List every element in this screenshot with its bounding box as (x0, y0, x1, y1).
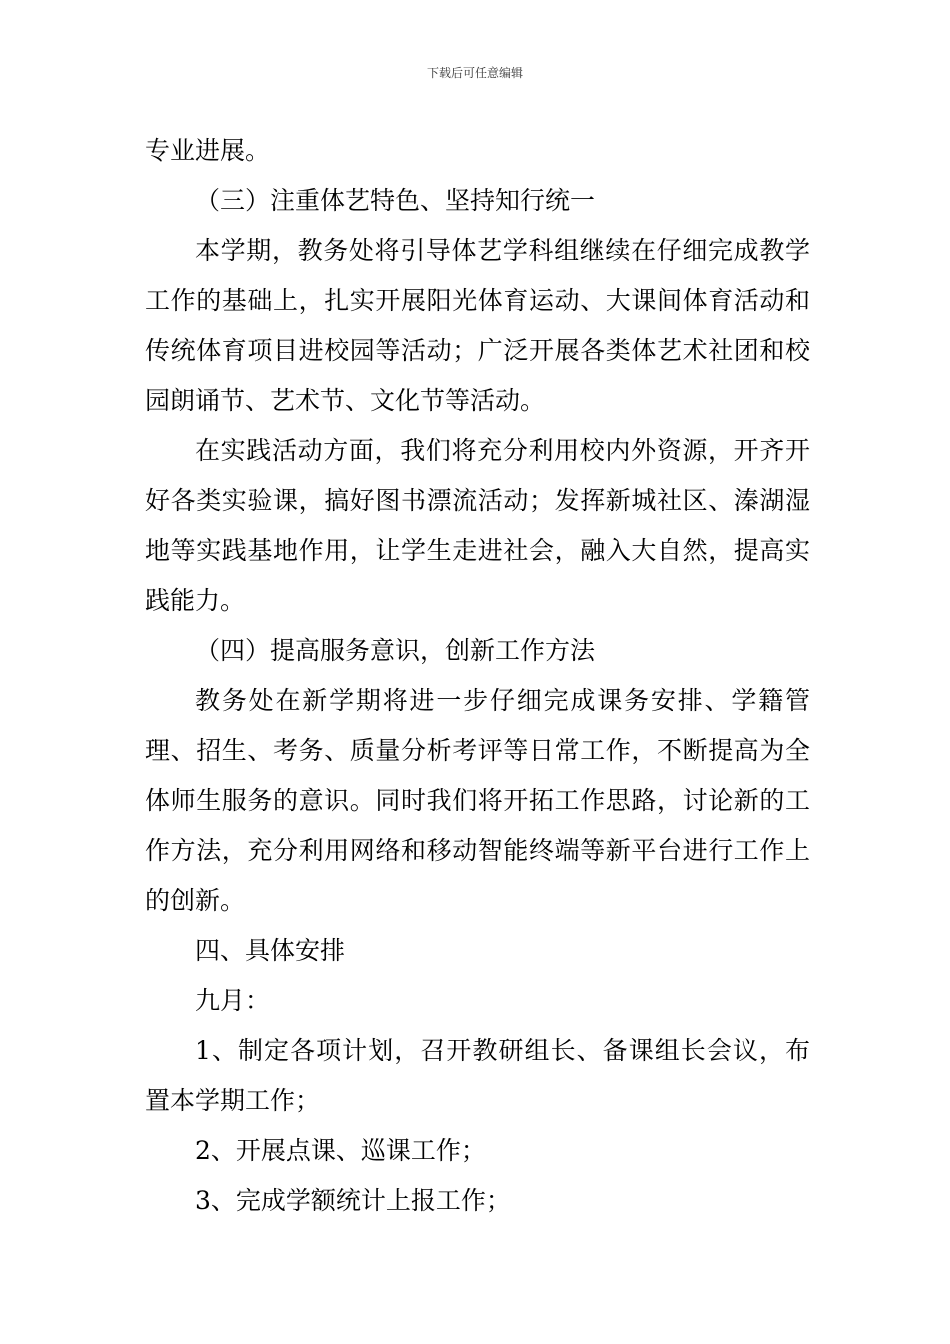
paragraph-service: 教务处在新学期将进一步仔细完成课务安排、学籍管理、招生、考务、质量分析考评等日常工作，不断提高为全体师生服务的意识。同时我们将开拓工作思路，讨论新的工作方法，充分利用网络和移动智能终端等新平台进行工作上的创新。 (145, 686, 810, 915)
section-heading-schedule: 四、具体安排 (195, 936, 346, 965)
paragraph-sports-arts: 本学期，教务处将引导体艺学科组继续在仔细完成教学工作的基础上，扎实开展阳光体育运动、大课间体育活动和传统体育项目进校园等活动；广泛开展各类体艺术社团和校园朗诵节、艺术节、文化节等活动。 (145, 236, 810, 415)
list-item-3: 3、完成学额统计上报工作； (195, 1186, 511, 1215)
paragraph-continuation: 专业进展。 (145, 136, 271, 165)
section-heading-3: （三）注重体艺特色、坚持知行统一 (195, 186, 596, 215)
list-item-1: 1、制定各项计划，召开教研组长、备课组长会议，布置本学期工作； (145, 1036, 810, 1115)
list-item-2: 2、开展点课、巡课工作； (195, 1136, 486, 1165)
document-body (145, 126, 810, 1226)
section-heading-4: （四）提高服务意识，创新工作方法 (195, 636, 596, 665)
paragraph-practice: 在实践活动方面，我们将充分利用校内外资源，开齐开好各类实验课，搞好图书漂流活动；发挥新城社区、溱湖湿地等实践基地作用，让学生走进社会，融入大自然，提高实践能力。 (145, 436, 810, 615)
month-heading-september: 九月： (195, 986, 271, 1015)
page-header: 下载后可任意编辑 (426, 66, 523, 80)
